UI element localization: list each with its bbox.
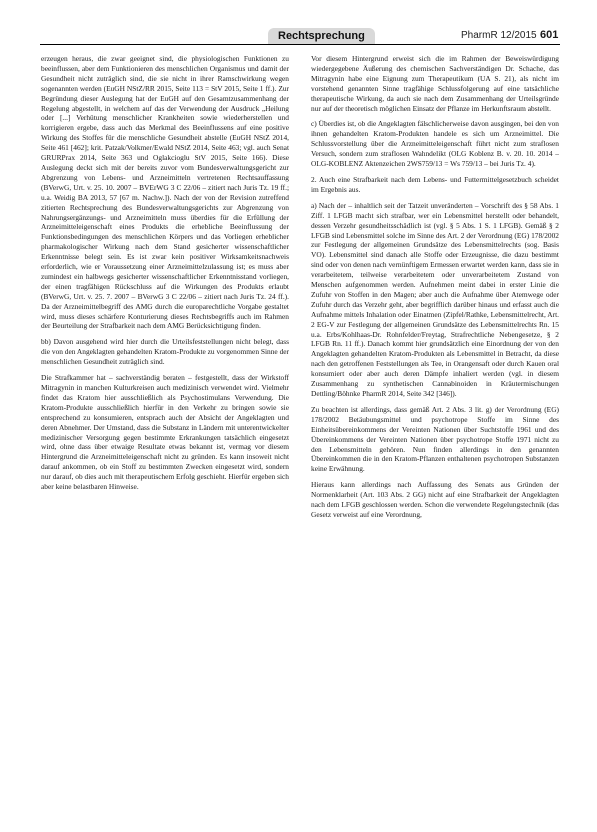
left-column <box>41 54 289 816</box>
paragraph: bb) Davon ausgehend wird hier durch die Urteilsfeststellungen nicht belegt, dass die von den Angeklagten gehandelten Kratom-Produkte zu vorgenommen Sinne der menschlichen Gesundheit zuträglich sind. <box>41 337 289 367</box>
paragraph: a) Nach der – inhaltlich seit der Tatzeit unveränderten – Vorschrift des § 58 Abs. 1 Ziff. 1 LFGB macht sich strafbar, wer ein Lebensmittel herstellt oder behandelt, dessen Verzehr gesundheitsschädlich ist (vgl. § 5 Abs. 1 S. 1 LFGB). Gemäß § 2 LFGB sind Lebensmittel solche im Sinne des Art. 2 der Verordnung (EG) 178/2002 zur Festlegung der allgemeinen Grundsätze des Lebensmittelrechts (sog. Basis VO). Lebensmittel sind danach alle Stoffe oder Erzeugnisse, die dazu bestimmt sind oder von denen nach vernünftigem Ermessen erwartet werden kann, dass sie in verarbeitetem, teilweise verarbeitetem oder unverarbeitetem Zustand von Menschen aufgenommen werden. Aufnehmen meint dabei in erster Linie die Zufuhr von Stoffen in den Magen; aber auch die Aufnahme über Atemwege oder Zufuhr durch das Verzehr geht, aber begrifflich darüber hinaus und erfasst auch die Aufnahme mittels Inhalation oder Einatmen (Zipfel/Rathke, Lebensmittelrecht, Art. 2 EG-V zur Festlegung der allgemeinen Grundsätze des Lebensmittelrechts Rn. 15 u.a. Erbs/Kohlhaas-Dr. Rohnfelder/Freytag, Strafrechtliche Nebengesetze, § 2 LFGB Rn. 11 ff.). Danach kommt hier grundsätzlich eine Einordnung der von den Angeklagten gehandelten Kratom-Produkten als Lebensmittel in Betracht, da diese nach den getroffenen Feststellungen als Tee, in Orangensaft oder durch Kauen oral konsumiert oder aber auch deren Dämpfe inhaliert werden (vgl. in diesem Zusammenhang zu synthetischen Cannabinoiden in Kräutermischungen Dettling/Böhnke PharmR 2014, Seite 342 [346]). <box>311 200 559 398</box>
paragraph: c) Überdies ist, ob die Angeklagten fälschlicherweise davon ausgingen, bei den von ihnen gehandelten Kratom-Produkten handele es sich um Arzneimittel. Die Schlussvorstellung über die Arzneimitteleigenschaft führt nicht zum straflosen Versuch, sondern zum straflosen Wahndelikt (OLG Koblenz B. v. 20. 10. 2014 – OLG-KOBLENZ Aktenzeichen 2WS759/13 = Ws 759/13 – bei Juris Tz. 4). <box>311 119 559 169</box>
header-rule <box>40 44 560 45</box>
section-tab: Rechtsprechung <box>268 28 375 45</box>
paragraph: 2. Auch eine Strafbarkeit nach dem Lebens- und Futtermittelgesetzbuch scheidet im Ergebnis aus. <box>311 174 559 194</box>
right-column <box>311 54 559 816</box>
paragraph: Zu beachten ist allerdings, dass gemäß Art. 2 Abs. 3 lit. g) der Verordnung (EG) 178/2002 Betäubungsmittel und psychotrope Stoffe im Sinne des Einheitsübereinkommens der Vereinten Nationen über Suchtstoffe 1961 und des Übereinkommens der Vereinten Nationen über psychotrope Stoffe 1971 nicht zu den Lebensmitteln gehören. Nun finden allerdings in den genannten Übereinkommen die in den Kratom-Pflanzen enthaltenen psychotropen Substanzen keine Erwähnung. <box>311 404 559 474</box>
journal-reference: PharmR 12/2015 <box>461 30 537 41</box>
paragraph: erzeugen heraus, die zwar geeignet sind, die physiologischen Funktionen zu beeinflussen, aber dem Funktionieren des menschlichen Organismus und damit der Gesundheit nicht zuträglich sind, die sie nicht in ihrer Ramschwirkung wegen sogenannten werden (EuGH NStZ/RR 2015, Seite 113 = StV 2015, Seite 1 ff.). Zur Begründung dieser Auslegung hat der EuGH auf den Gesamtzusammenhang der Regelung abgestellt, in welchem auf das der Verwendung der Ausdruck „Heilung oder [...] Verhütung menschlicher Krankheiten sowie wiederherstellen und korrigieren ergebe, dass auch das Merkmal des Beeinflussens auf eine positive Wirkung des Stoffes für die menschliche Gesundheit abstelle (EuGH NStZ 2014, Seite 461 [462]; krit. Patzak/Volkmer/Ewald NStZ 2014, Seite 463; vgl. auch Senat GRURPrax 2014, Seite 363 und Oglakcioglu StV 2015, Seite 166). Diese Auslegung deckt sich mit der bereits zuvor vom Bundesverwaltungsgericht zur Abgrenzung von Lebens- und Arzneimitteln vertretenen Rechtsauffassung (BVerwG, Urt. v. 25. 10. 2007 – BVErWG 3 C 22/06 – zitiert nach Juris Tz. 19 ff.; u.a. Weidig BA 2013, 57 [67 m. Nachw.]). Nach der von der Revision zutreffend zitierten Rechtsprechung des Bundesverwaltungsgerichts zur Abgrenzung von Nahrungsergänzungs- und Arzneimitteln muss überdies für die Erfüllung der Arzneimitteleigenschaft eines Produkts die erhebliche Beeinflussung der Funktionsbedingungen des menschlichen Körpers und das Vorliegen erheblicher pharmakologischer Wirkung nach dem Stand gesicherter wissenschaftlicher Erkenntnisse belegt sein. Es ist zwar kein positiver Wirksamkeitsnachweis erforderlich, wie er Voraussetzung einer Arzneimittelzulassung ist; es muss aber zumindest ein halbwegs gesicherter wissenschaftlicher Erkenntnisstand vorliegen, der einen tragfähigen Rückschluss auf die Wirkungen des Produkts erlaubt (BVerwG, Urt. v. 25. 7. 2007 – BVerwG 3 C 22/06 – zitiert nach Juris Tz. 24 ff.). Da der Arzneimittelbegriff des AMG durch die europarechtliche Vorgabe gestaltet wird, muss dieses schärfere Konturierung dieses Rechtsbegriffs auch im Rahmen der Beurteilung der Strafbarkeit nach dem AMG Berücksichtigung finden. <box>41 54 289 331</box>
page-number: 601 <box>540 29 559 41</box>
paragraph: Die Strafkammer hat – sachverständig beraten – festgestellt, dass der Wirkstoff Mitragynin in manchen Kulturkreisen auch medizinisch verwendet wird. Vielmehr findet das Kratom hier ausschließlich als Psychostimulans Verwendung. Die Kratom-Produkte ausschließlich hierfür in den Verkehr zu bringen sowie sie entsprechend zu konsumieren, entsprach auch der Absicht der Angeklagten und deren Abnehmer. Der Umstand, dass die Substanz in Ländern mit unterentwickelter medizinischer Versorgung gegen bestimmte Erkrankungen tatsächlich eingesetzt wird, ohne dass über etwaige Resultate etwas bekannt ist, vermag vor diesem Hintergrund die Arzneimitteleigenschaft nicht zu gründen. Es kann insoweit nicht darauf ankommen, ob ein Stoff zu bestimmten Zwecken eingesetzt wird, sondern nur darauf, ob dies auch mit therapeutischem Erfolg geschieht. Hierfür ergeben sich aber keine belastbaren Hinweise. <box>41 373 289 492</box>
paragraph: Hieraus kann allerdings nach Auffassung des Senats aus Gründen der Normenklarheit (Art. 103 Abs. 2 GG) nicht auf eine Strafbarkeit der Angeklagten nach dem LFGB geschlossen werden. Schon die verwendete Regelungstechnik (das Gesetz verweist auf eine Verordnung, <box>311 480 559 519</box>
paragraph: Vor diesem Hintergrund erweist sich die im Rahmen der Beweiswürdigung wiedergegebene Äußerung des chemischen Sachverständigen Dr. Schache, das Mitragynin habe eine Eignung zum Therapeutikum (UA S. 21), als nicht im vorstehend genannten Sinne tragfähige Schlussfolgerung auf eine tatsächliche therapeutische Wirkung, da auch sie nach dem Zusammenhang der Urteilsgründe nur auf der theoretisch möglichen Einsatz der Pflanze im Herkunftsraum abstellt. <box>311 54 559 113</box>
